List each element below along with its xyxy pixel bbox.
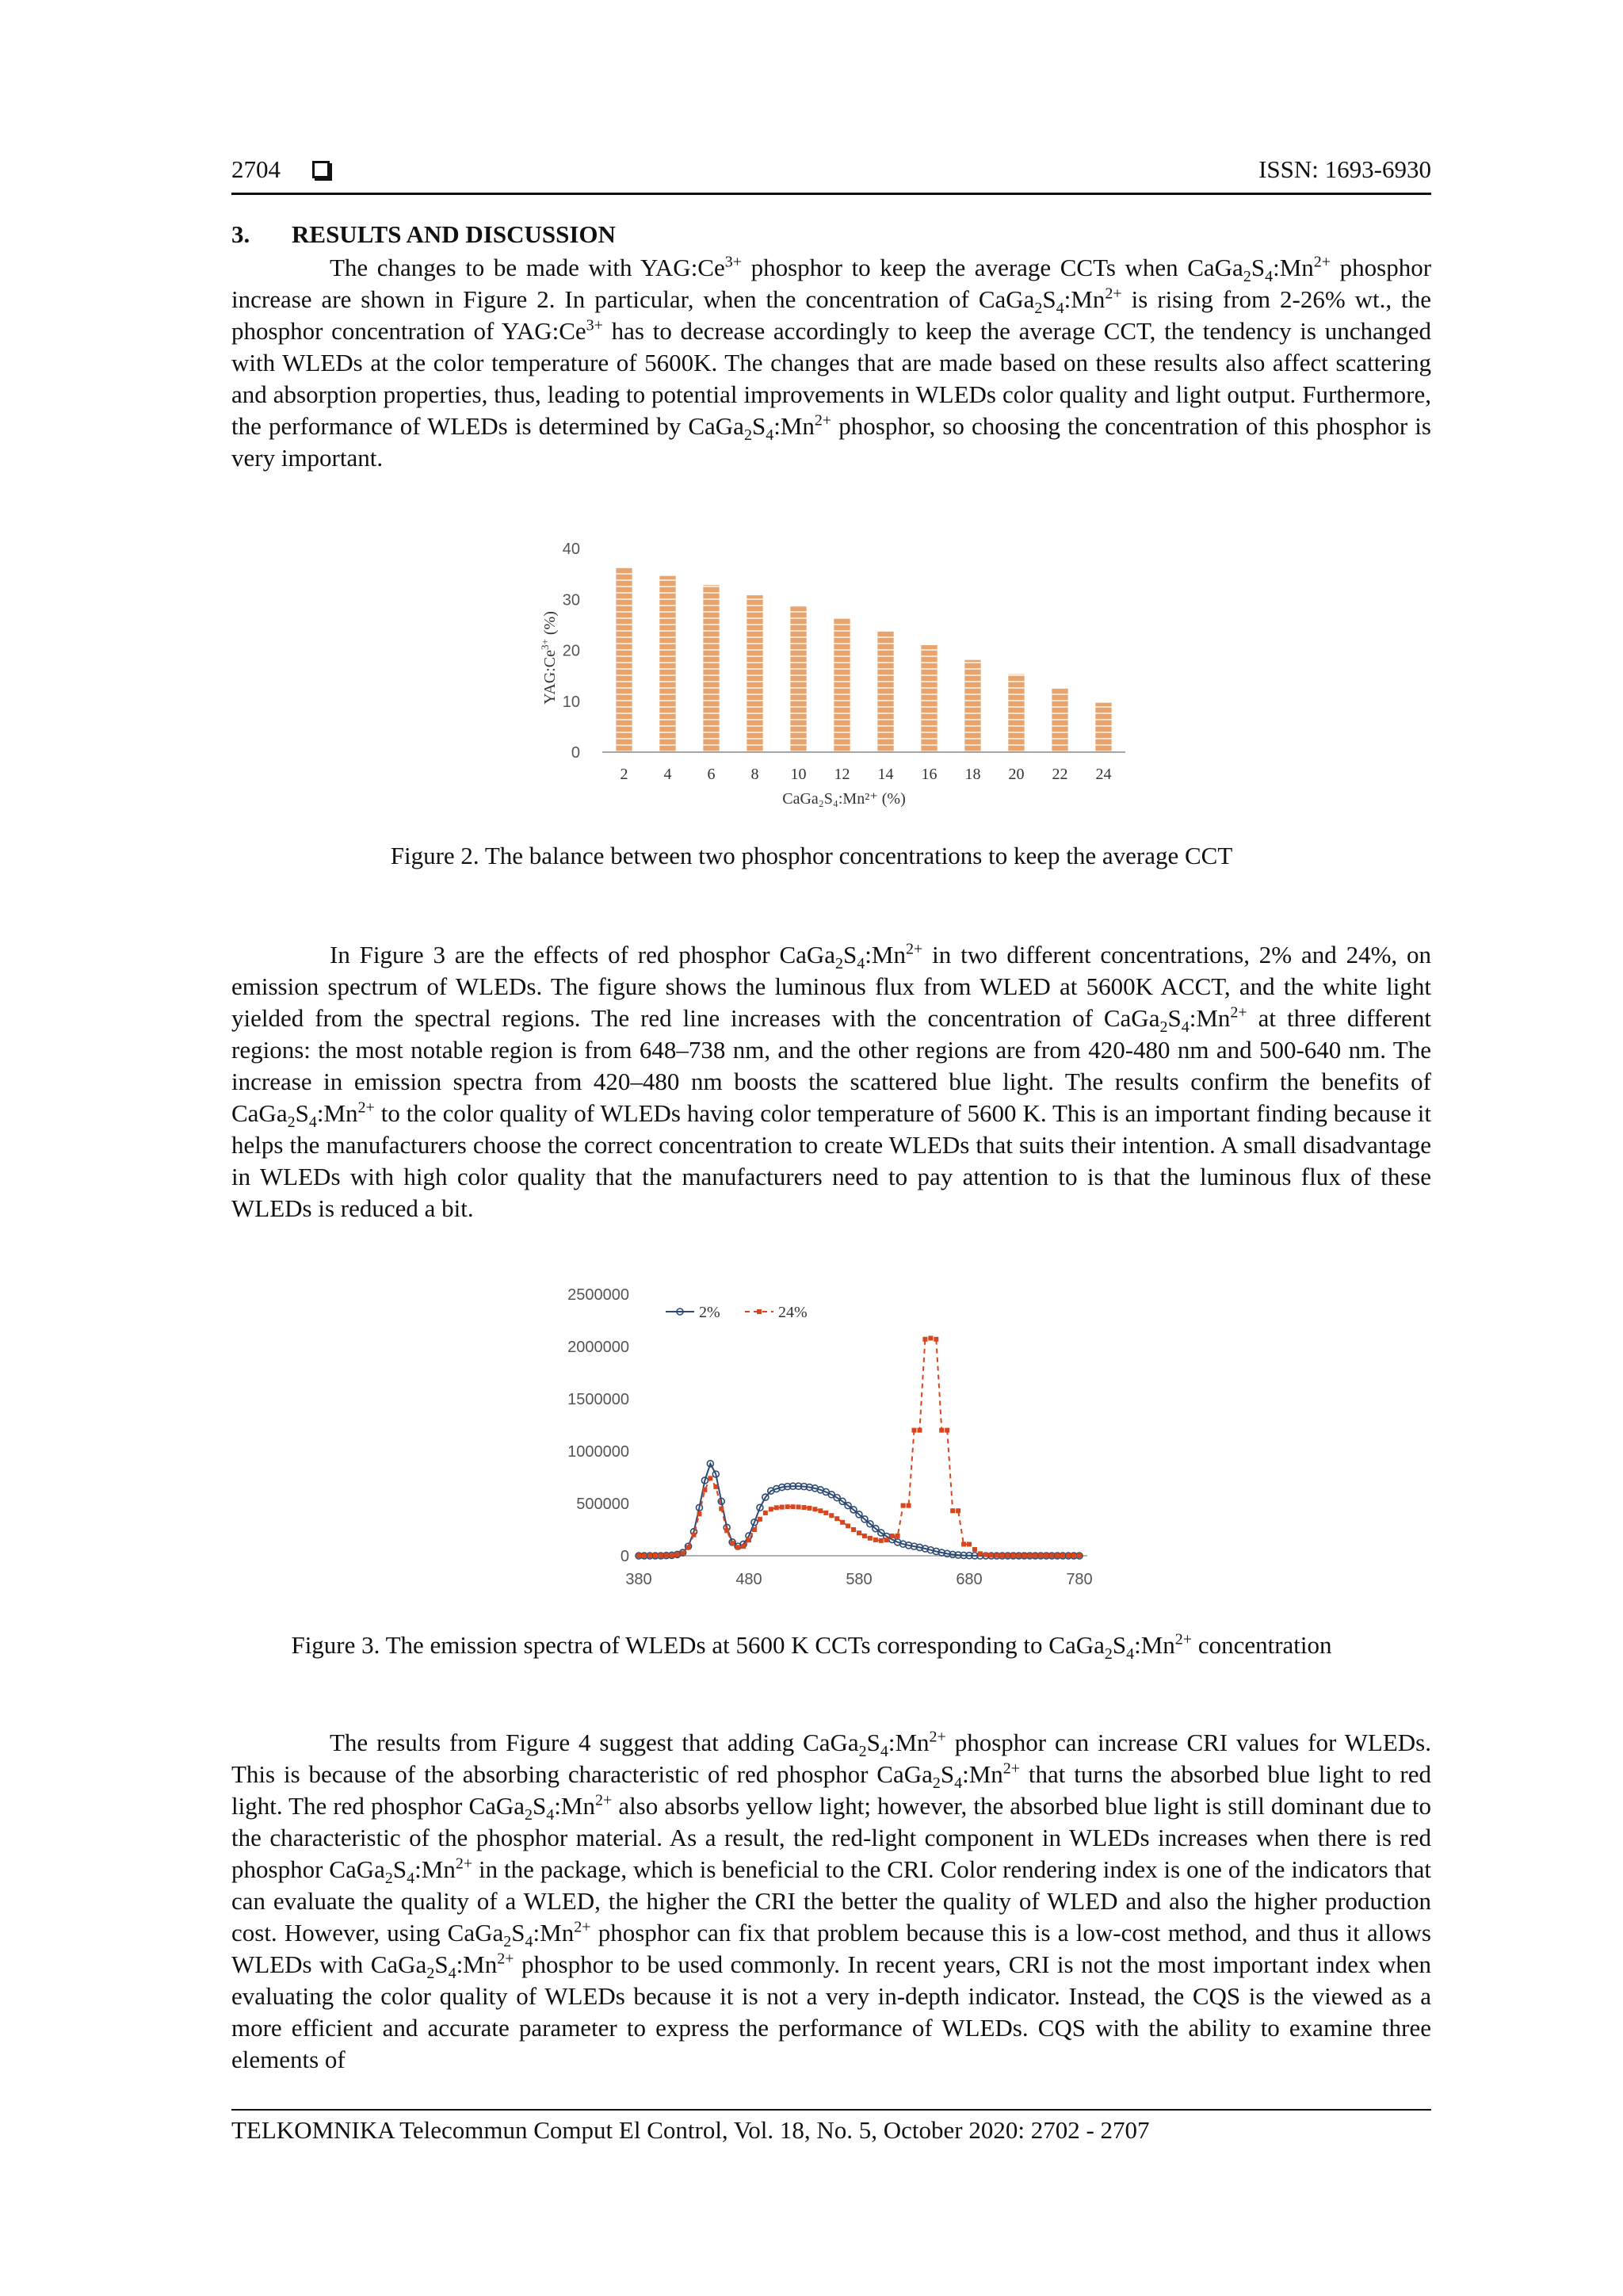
data-point <box>907 1503 911 1508</box>
data-point <box>659 1553 663 1558</box>
y-tick-label: 500000 <box>576 1496 629 1513</box>
figure-2-caption: Figure 2. The balance between two phosphor concentrations to keep the average CCT <box>390 842 1233 869</box>
data-point <box>774 1505 779 1510</box>
data-point <box>780 1505 785 1510</box>
y-tick-label: 0 <box>620 1548 629 1565</box>
legend-label: 2% <box>699 1304 720 1321</box>
y-tick-label: 1000000 <box>567 1443 629 1461</box>
x-tick-label: 2 <box>620 766 628 783</box>
header-rule <box>231 193 1431 195</box>
data-point <box>802 1505 807 1510</box>
data-point <box>692 1533 697 1538</box>
data-point <box>642 1553 647 1558</box>
data-point <box>670 1553 674 1557</box>
bar-22 <box>1052 689 1067 752</box>
data-point <box>901 1503 906 1508</box>
data-point <box>884 1538 889 1542</box>
section-title: RESULTS AND DISCUSSION <box>292 220 616 248</box>
page-number: 2704 <box>231 155 281 183</box>
data-point <box>1017 1553 1022 1558</box>
legend-item-2% <box>666 1304 720 1321</box>
x-tick-label: 680 <box>956 1571 983 1588</box>
data-point <box>730 1541 735 1545</box>
x-tick-label: 380 <box>625 1571 652 1588</box>
y-tick-label: 2500000 <box>567 1286 629 1304</box>
figure-2-bar-chart <box>523 531 1141 816</box>
figure-3-caption: Figure 3. The emission spectra of WLEDs at 5600 K CCTs corresponding to $CaGa_2S_4:Mn^{2+}$ concentration <box>291 1630 1332 1664</box>
data-point <box>796 1504 801 1509</box>
data-point <box>1011 1553 1016 1558</box>
data-point <box>1006 1553 1010 1558</box>
data-point <box>818 1508 823 1513</box>
x-tick-label: 480 <box>735 1571 762 1588</box>
x-tick-label: 580 <box>846 1571 873 1588</box>
x-tick-label: 4 <box>663 766 672 783</box>
data-point <box>1000 1553 1005 1558</box>
data-point <box>708 1476 712 1480</box>
data-point <box>945 1428 949 1433</box>
data-point <box>879 1538 884 1543</box>
data-point <box>934 1337 938 1342</box>
data-point <box>939 1428 944 1433</box>
data-point <box>791 1504 796 1509</box>
legend-item-24% <box>745 1304 808 1321</box>
paragraph-3 <box>231 1727 1431 2076</box>
y-tick-label: 0 <box>571 744 580 762</box>
paragraph-1-text: The changes to be made with $YAG:Ce^{3+}$ phosphor to keep the average CCTs when $CaGa_2S_4:Mn^{2+}$ phosphor increase are shown in Figure 2. In particular, when the concentration of $CaGa_2S_4:Mn^{2+}$ is rising from 2-26% wt., the phosphor concentration of $YAG:Ce^{3+}$ has to decrease accordingly to keep the average CCT, the tendency is unchanged with WLEDs at the color temperature of 5600K. The changes that are made based on these results also affect scattering and absorption properties, thus, leading to potential improvements in WLEDs color quality and light output. Furthermore, the performance of WLEDs is determined by $CaGa_2S_4:Mn^{2+}$ phosphor, so choosing the concentration of this phosphor is very important. <box>231 253 1432 472</box>
x-tick-label: 14 <box>877 766 894 783</box>
bar-16 <box>921 645 937 752</box>
data-point <box>862 1534 867 1538</box>
data-point <box>972 1547 977 1552</box>
data-point <box>719 1507 724 1511</box>
data-point <box>1077 1553 1082 1558</box>
data-point <box>851 1527 856 1532</box>
data-point <box>697 1511 701 1516</box>
data-point <box>713 1484 718 1489</box>
data-point <box>823 1511 828 1515</box>
bar-14 <box>877 632 893 752</box>
data-point <box>840 1520 845 1525</box>
paragraph-3-text: The results from Figure 4 suggest that adding $CaGa_2S_4:Mn^{2+}$ phosphor can increase CRI values for WLEDs. This is because of the absorbing characteristic of red phosphor $CaGa_2S_4:Mn^{2+}$ that turns the absorbed blue light to red light. The red phosphor $CaGa_2S_4:Mn^{2+}$ also absorbs yellow light; however, the absorbed blue light is still dominant due to the characteristic of the phosphor material. As a result, the red-light component in WLEDs increases when there is red phosphor $CaGa_2S_4:Mn^{2+}$ in the package, which is beneficial to the CRI. Color rendering index is one of the indicators that can evaluate the quality of a WLED, the higher the CRI the better the quality of WLED and also the higher production cost. However, using $CaGa_2S_4:Mn^{2+}$ phosphor can fix that problem because this is a low-cost method, and thus it allows WLEDs with $CaGa_2S_4:Mn^{2+}$ phosphor to be used commonly. In recent years, CRI is not the most important index when evaluating the color quality of WLEDs because it is not a very in-depth indicator. Instead, the CQS is the viewed as a more efficient and accurate parameter to express the performance of WLEDs. CQS with the ability to examine three elements of <box>231 1728 1432 2073</box>
x-tick-label: 8 <box>750 766 759 783</box>
y-axis-label: $YAG:Ce^{3+}$ (%) <box>539 611 559 705</box>
y-tick-label: 40 <box>562 541 580 558</box>
y-tick-label: 2000000 <box>567 1339 629 1356</box>
section-number: 3. <box>231 220 250 248</box>
data-point <box>702 1488 707 1492</box>
running-header-left <box>231 155 330 184</box>
bar-4 <box>659 576 675 752</box>
paragraph-1 <box>231 252 1431 474</box>
data-point <box>785 1504 790 1509</box>
data-point <box>846 1523 850 1528</box>
data-point <box>763 1511 768 1515</box>
x-tick-label: 20 <box>1008 766 1025 783</box>
data-point <box>834 1516 839 1521</box>
data-point <box>995 1553 999 1558</box>
data-point <box>978 1551 983 1556</box>
paragraph-2-text: In Figure 3 are the effects of red phosphor $CaGa_2S_4:Mn^{2+}$ in two different concentrations, 2% and 24%, on emission spectrum of WLEDs. The figure shows the luminous flux from WLED at 5600K ACCT, and the white light yielded from the spectral regions. The red line increases with the concentration of $CaGa_2S_4:Mn^{2+}$ at three different regions: the most notable region is from 648–738 nm, and the other regions are from 420-480 nm and 500-640 nm. The increase in emission spectra from 420–480 nm boosts the scattered blue light. The results confirm the benefits of $CaGa_2S_4:Mn^{2+}$ to the color quality of WLEDs having color temperature of 5600 K. This is an important finding because it helps the manufacturers choose the correct concentration to create WLEDs that suits their intention. A small disadvantage in WLEDs with high color quality that the manufacturers need to pay attention to is that the luminous flux of these WLEDs is reduced a bit. <box>231 940 1432 1222</box>
x-tick-label: 780 <box>1066 1571 1093 1588</box>
section-heading <box>231 220 616 249</box>
bar-8 <box>747 595 762 752</box>
series-2% <box>636 1461 1083 1559</box>
data-point <box>769 1507 773 1511</box>
data-point <box>1055 1553 1060 1558</box>
data-point <box>912 1428 917 1433</box>
data-point <box>675 1553 680 1557</box>
data-point <box>752 1527 757 1532</box>
data-point <box>758 1517 762 1522</box>
data-point <box>807 1506 812 1511</box>
data-point <box>812 1507 817 1511</box>
data-point <box>1022 1553 1027 1558</box>
bar-2 <box>616 567 632 752</box>
x-tick-label: 12 <box>834 766 850 783</box>
x-tick-label: 10 <box>790 766 807 783</box>
data-point <box>890 1534 895 1538</box>
bar-18 <box>964 660 980 752</box>
data-point <box>686 1545 691 1549</box>
data-point <box>1060 1553 1065 1558</box>
y-tick-label: 10 <box>562 693 580 711</box>
x-tick-label: 6 <box>707 766 716 783</box>
data-point <box>681 1551 685 1556</box>
y-tick-label: 30 <box>562 591 580 609</box>
data-point <box>1038 1553 1043 1558</box>
data-point <box>896 1534 900 1538</box>
data-point <box>928 1335 933 1340</box>
footer-rule <box>231 2109 1431 2111</box>
y-tick-label: 20 <box>562 642 580 660</box>
data-point <box>950 1508 955 1513</box>
y-tick-label: 1500000 <box>567 1391 629 1408</box>
data-point <box>917 1428 922 1433</box>
footer-citation: TELKOMNIKA Telecommun Comput El Control, Vol. 18, No. 5, October 2020: 2702 - 2707 <box>231 2116 1150 2144</box>
data-point <box>664 1553 669 1558</box>
x-tick-label: 18 <box>964 766 981 783</box>
paragraph-2 <box>231 939 1431 1224</box>
data-point <box>1049 1553 1054 1558</box>
bar-12 <box>834 618 850 752</box>
bar-10 <box>790 606 806 752</box>
data-point <box>747 1538 751 1542</box>
data-point <box>724 1528 729 1533</box>
bar-6 <box>703 585 719 752</box>
data-point <box>1071 1553 1076 1558</box>
data-point <box>989 1553 994 1557</box>
data-point <box>967 1541 972 1546</box>
data-point <box>961 1541 966 1546</box>
data-point <box>983 1553 988 1557</box>
data-point <box>873 1538 878 1542</box>
data-point <box>653 1553 658 1558</box>
data-point <box>1033 1553 1037 1558</box>
data-point <box>1027 1553 1032 1558</box>
data-point <box>922 1337 927 1342</box>
issn-label: ISSN: 1693-6930 <box>1258 155 1431 183</box>
data-point <box>636 1553 641 1558</box>
data-point <box>868 1536 873 1541</box>
x-tick-label: 16 <box>921 766 938 783</box>
data-point <box>735 1545 740 1549</box>
series-line-24% <box>639 1338 1079 1556</box>
x-tick-label: 22 <box>1052 766 1068 783</box>
data-point <box>829 1513 834 1518</box>
bar-24 <box>1095 703 1111 752</box>
x-tick-label: 24 <box>1095 766 1112 783</box>
legend-label: 24% <box>778 1304 808 1321</box>
data-point <box>956 1508 960 1513</box>
bar-20 <box>1008 674 1024 752</box>
data-point <box>1044 1553 1048 1558</box>
figure-3-line-chart <box>533 1272 1119 1589</box>
checkbox-ornament-icon <box>312 161 330 178</box>
series-24% <box>636 1335 1082 1558</box>
data-point <box>857 1530 861 1535</box>
data-point <box>647 1553 652 1558</box>
data-point <box>1066 1553 1071 1558</box>
data-point <box>741 1544 746 1549</box>
x-axis-label: CaGa₂S₄:Mn²⁺ (%) <box>782 790 906 808</box>
